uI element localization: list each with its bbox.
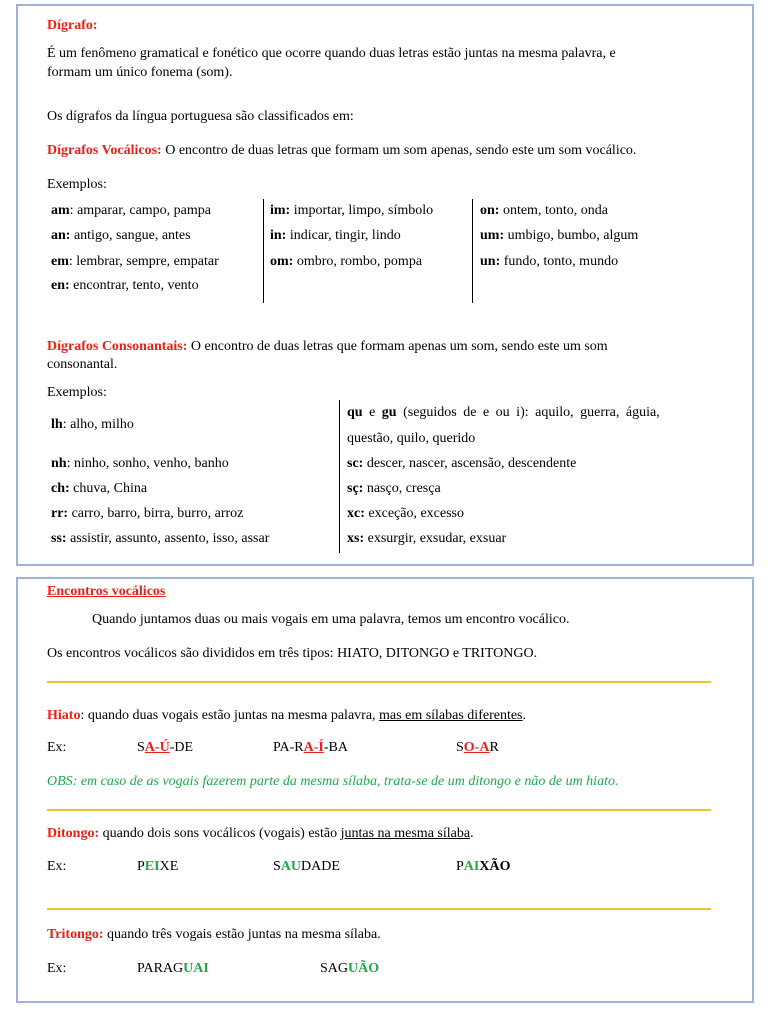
consonantal-key: ss:	[51, 531, 67, 546]
tritongo-label: Tritongo:	[47, 927, 104, 942]
example-highlight: O-A	[463, 740, 490, 755]
vocalico-row	[270, 227, 401, 245]
tritongo-example-saguao	[320, 960, 379, 978]
hiato-end: .	[522, 708, 526, 723]
table-divider	[472, 199, 473, 303]
hiato-example-soar	[456, 739, 499, 757]
digrafo-classification: Os dígrafos da língua portuguesa são classificados em:	[47, 109, 354, 124]
section-rule	[47, 908, 711, 910]
vocalico-row	[270, 202, 433, 220]
vocalico-key: om:	[270, 254, 294, 269]
hiato-definition	[47, 707, 526, 725]
hiato-underline: mas em sílabas diferentes	[379, 708, 523, 723]
ditongo-end: .	[470, 826, 474, 841]
consonantal-examples: chuva, China	[69, 481, 148, 496]
exemplos-label: Exemplos:	[47, 177, 107, 192]
vocalico-examples: encontrar, tento, vento	[69, 278, 199, 293]
vocalico-key: im:	[270, 203, 291, 218]
example-part: PA-R	[273, 740, 304, 755]
consonantal-row	[51, 505, 243, 523]
vocalico-key: on:	[480, 203, 500, 218]
example-highlight: UÃO	[348, 961, 380, 976]
vocalico-key: an:	[51, 228, 71, 243]
consonantal-examples: : alho, milho	[62, 417, 134, 432]
consonantal-examples: nasço, cresça	[363, 481, 441, 496]
consonantal-row-qu-gu-line2: questão, quilo, querido	[347, 431, 476, 446]
example-highlight: AU	[280, 859, 302, 874]
consonantal-examples: descer, nascer, ascensão, descendente	[363, 456, 577, 471]
consonantal-key: nh	[51, 456, 67, 471]
vocalico-key: am	[51, 203, 70, 218]
consonantais-text: O encontro de duas letras que formam apenas um som, sendo este um som	[187, 339, 608, 354]
consonantal-examples: carro, barro, birra, burro, arroz	[68, 506, 244, 521]
section-rule	[47, 809, 711, 811]
ditongo-definition	[47, 825, 474, 843]
ditongo-underline: juntas na mesma sílaba	[340, 826, 471, 841]
consonantal-examples: assistir, assunto, assento, isso, assar	[66, 531, 270, 546]
ditongo-example-paixao	[456, 858, 510, 876]
vocalico-key: en:	[51, 278, 70, 293]
vocalico-row	[480, 202, 608, 220]
example-part: S	[137, 740, 145, 755]
vocalico-sep: :	[69, 203, 74, 218]
example-part: XÃO	[479, 859, 511, 874]
encontros-title: Encontros vocálicos	[47, 584, 166, 599]
vocalico-examples: importar, limpo, símbolo	[290, 203, 434, 218]
hiato-ex-label: Ex:	[47, 740, 67, 755]
consonantal-key: rr:	[51, 506, 69, 521]
consonantal-row	[51, 416, 134, 434]
tritongo-ex-label: Ex:	[47, 961, 67, 976]
example-part: S	[273, 859, 281, 874]
hiato-example-paraiba	[273, 739, 348, 757]
example-highlight: EI	[144, 859, 160, 874]
example-highlight: AI	[463, 859, 480, 874]
consonantal-examples: exceção, excesso	[364, 506, 464, 521]
example-part: P	[456, 859, 464, 874]
ditongo-example-saudade	[273, 858, 340, 876]
consonantais-text-line2: consonantal.	[47, 357, 118, 372]
consonantal-row	[51, 480, 147, 498]
consonantal-row-qu-gu	[347, 404, 660, 422]
consonantais-paragraph	[47, 338, 608, 356]
example-part: SAG	[320, 961, 349, 976]
example-highlight: A-Í	[303, 740, 324, 755]
vocalico-row	[51, 202, 211, 220]
ditongo-label: Ditongo:	[47, 826, 100, 841]
consonantal-key: sç:	[347, 481, 364, 496]
consonantal-row	[347, 505, 464, 523]
consonantal-examples: (seguidos de e ou i): aquilo, guerra, águia,	[396, 405, 660, 420]
vocalico-examples: antigo, sangue, antes	[70, 228, 191, 243]
exemplos-label: Exemplos:	[47, 385, 107, 400]
consonantal-key: qu	[347, 405, 363, 420]
vocalico-examples: lembrar, sempre, empatar	[72, 254, 219, 269]
vocalico-key: in:	[270, 228, 287, 243]
encontros-intro: Quando juntamos duas ou mais vogais em uma palavra, temos um encontro vocálico.	[92, 612, 570, 627]
vocalico-sep: :	[68, 254, 73, 269]
consonantal-key: ch:	[51, 481, 70, 496]
hiato-text: : quando duas vogais estão juntas na mesma palavra,	[80, 708, 380, 723]
digrafo-definition-line1: É um fenômeno gramatical e fonético que ocorre quando duas letras estão juntas na mesma palavra, e	[47, 46, 616, 61]
consonantal-key: gu	[381, 405, 397, 420]
consonantal-examples: exsurgir, exsudar, exsuar	[364, 531, 507, 546]
example-part: P	[137, 859, 145, 874]
vocalico-key: un:	[480, 254, 501, 269]
vocalicos-paragraph	[47, 142, 636, 160]
vocalico-key: em	[51, 254, 69, 269]
digrafo-title: Dígrafo:	[47, 18, 98, 33]
section-rule	[47, 681, 711, 683]
consonantais-label: Dígrafos Consonantais:	[47, 339, 188, 354]
example-highlight: UAI	[183, 961, 209, 976]
example-part: PARAG	[137, 961, 184, 976]
hiato-label: Hiato	[47, 708, 81, 723]
vocalico-row	[270, 253, 422, 271]
example-part: -BA	[323, 740, 348, 755]
tritongo-definition	[47, 926, 381, 944]
vocalicos-label: Dígrafos Vocálicos:	[47, 143, 162, 158]
ditongo-ex-label: Ex:	[47, 859, 67, 874]
vocalico-key: um:	[480, 228, 505, 243]
vocalico-examples: fundo, tonto, mundo	[500, 254, 619, 269]
consonantal-key: sc:	[347, 456, 364, 471]
consonantal-key: lh	[51, 417, 63, 432]
vocalico-row	[51, 277, 199, 295]
table-divider	[263, 199, 264, 303]
vocalicos-text: O encontro de duas letras que formam um som apenas, sendo este um som vocálico.	[161, 143, 637, 158]
consonantal-row	[347, 480, 441, 498]
consonantal-key: xc:	[347, 506, 365, 521]
consonantal-row	[51, 455, 229, 473]
example-part: S	[456, 740, 464, 755]
hiato-example-saude	[137, 739, 193, 757]
consonantal-connector: e	[362, 405, 382, 420]
encontros-tipos: Os encontros vocálicos são divididos em três tipos: HIATO, DITONGO e TRITONGO.	[47, 646, 538, 661]
vocalico-row	[51, 227, 191, 245]
table-divider	[339, 400, 340, 553]
tritongo-example-paraguai	[137, 960, 209, 978]
example-part: -DE	[169, 740, 194, 755]
hiato-obs: OBS: em caso de as vogais fazerem parte da mesma sílaba, trata-se de um ditongo e não de um hiato.	[47, 774, 619, 789]
vocalico-row	[480, 227, 638, 245]
example-part: XE	[159, 859, 179, 874]
ditongo-example-peixe	[137, 858, 178, 876]
consonantal-row	[347, 530, 506, 548]
ditongo-text: quando dois sons vocálicos (vogais) estão	[99, 826, 341, 841]
tritongo-text: quando três vogais estão juntas na mesma sílaba.	[103, 927, 381, 942]
digrafo-definition-line2: formam um único fonema (som).	[47, 65, 233, 80]
vocalico-row	[480, 253, 618, 271]
example-part: R	[489, 740, 499, 755]
vocalico-examples: umbigo, bumbo, algum	[504, 228, 639, 243]
vocalico-examples: indicar, tingir, lindo	[286, 228, 401, 243]
vocalico-row	[51, 253, 219, 271]
consonantal-examples: : ninho, sonho, venho, banho	[66, 456, 229, 471]
vocalico-examples: ombro, rombo, pompa	[293, 254, 423, 269]
example-part: DADE	[301, 859, 340, 874]
vocalico-examples: ontem, tonto, onda	[499, 203, 608, 218]
vocalico-examples: amparar, campo, pampa	[73, 203, 211, 218]
example-highlight: A-Ú	[144, 740, 170, 755]
consonantal-row	[347, 455, 576, 473]
consonantal-row	[51, 530, 269, 548]
consonantal-key: xs:	[347, 531, 365, 546]
